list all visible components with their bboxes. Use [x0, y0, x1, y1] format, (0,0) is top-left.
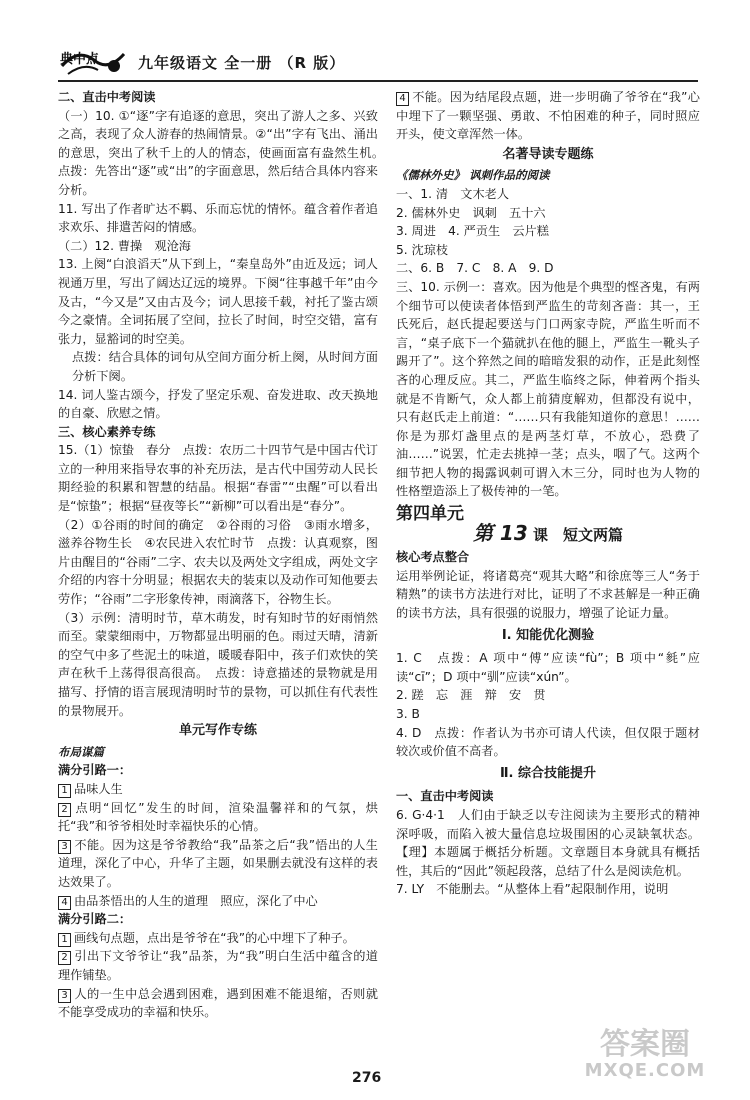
brand-logo [58, 46, 128, 78]
right-column-line [396, 505, 700, 524]
line-text: 品味人生 [74, 781, 123, 796]
lesson-number: 第 13 [472, 520, 528, 545]
line-text: （二）12. 曹操 观沧海 [58, 238, 191, 253]
left-column-line [58, 836, 378, 892]
right-column-line [396, 185, 700, 204]
right-column-line [396, 166, 700, 185]
line-text: 三、10. 示例一：喜欢。因为他是个典型的悭吝鬼，有两个细节可以使读者体悟到严监生的苛刻吝啬：其一，王氏死后，赵氏提起要送与门口两家寺院，严监生听而不言，“桌子底下一个猫就扒在他的腿上，严监生一靴头子踢开了”。这个猝然之间的暗暗发狠的动作，正是此刻悭吝的心理反应。其二，严监生临终之际，伸着两个指头就是不肯断气，众人都上前猜度解劝，但都没有说中，只有赵氏走上前道：“……只有我能知道你的意思！……你是为那灯盏里点的是两茎灯草，不放心，恐费了油……”说罢，忙走去挑掉一茎；点头，咽了气。这两个细节把人物的揭露讽刺可谓入木三分，同时也为人物的性格塑造添上了极传神的一笔。 [396, 279, 700, 499]
right-column-line [396, 880, 700, 899]
right-column-line [396, 146, 700, 165]
left-column-line [58, 910, 378, 929]
left-column-line [58, 761, 378, 780]
left-column-line [58, 780, 378, 799]
page-number: 276 [352, 1070, 382, 1086]
right-column-line [396, 765, 700, 784]
header-rule [58, 80, 698, 82]
left-column-line [58, 348, 378, 385]
line-text: Ⅰ. 知能优化测验 [501, 627, 595, 643]
page-header [58, 46, 698, 82]
item-number-box: 2 [58, 951, 71, 965]
line-text: 核心考点整合 [396, 550, 470, 565]
line-text: 3. 周进 4. 严贡生 云片糕 [396, 224, 549, 239]
watermark-url: MXQE.COM [584, 1060, 706, 1081]
line-text: 人的一生中总会遇到困难，遇到困难不能退缩，否则就不能享受成功的幸福和快乐。 [58, 986, 378, 1020]
right-column-line [396, 686, 700, 705]
line-text: 2. 蹉 忘 涯 辩 安 贯 [396, 688, 546, 703]
right-column-line [396, 548, 700, 567]
right-column-line [396, 649, 700, 686]
line-text: 不能。因为结尾段点题，进一步明确了爷爷在“我”心中埋下了一颗坚强、勇敢、不怕困难的种子，同时照应开头，使文章浑然一体。 [396, 90, 700, 142]
line-text: （一）10. ①“逐”字有追逐的意思，突出了游人之多、兴致之高，表现了众人游春的热闹情景。②“出”字有飞出、涌出的意思，突出了秋千上的人的情态，使画面富有盎然生机。 点拨：先答出“逐”或“出”的字面意思，然后结合具体内容来分析。 [58, 108, 391, 197]
left-column-line [58, 237, 378, 256]
left-column-line [58, 441, 378, 515]
right-column-line [396, 806, 700, 880]
book-title: 九年级语文 全一册 （R 版） [138, 54, 346, 72]
line-text: 点明“回忆”发生的时间，渲染温馨祥和的气氛，烘托“我”和爷爷相处时幸福快乐的心情。 [58, 800, 378, 834]
watermark-logo: 答案圈 [600, 1027, 690, 1062]
right-column-line [396, 567, 700, 623]
line-text: 满分引路二： [58, 912, 132, 927]
left-column-line [58, 929, 378, 948]
answer-column-right [396, 88, 700, 899]
left-column-line [58, 386, 378, 423]
line-text: 名著导读专题练 [502, 146, 594, 162]
line-text: 课 短文两篇 [533, 525, 624, 544]
left-column-line [58, 200, 378, 237]
right-column-line [396, 222, 700, 241]
right-column-line [396, 705, 700, 724]
right-column-line [396, 204, 700, 223]
answer-column-left [58, 88, 391, 1022]
item-number-box: 4 [58, 896, 71, 910]
right-column-line [396, 259, 700, 278]
right-column-line [396, 627, 700, 646]
line-text: 运用举例论证，将诸葛亮“观其大略”和徐庶等三人“务于精熟”的读书方法进行对比，证明了不求甚解是一种正确的读书方法，具有很强的说服力，增强了论证力量。 [396, 568, 700, 621]
line-text: 7. LY 不能删去。“从整体上看”起限制作用，说明 [396, 882, 669, 897]
item-number-box: 3 [58, 840, 71, 854]
line-text: 11. 写出了作者旷达不羁、乐而忘忧的情怀。蕴含着作者追求欢乐、排遣苦闷的情感。 [58, 201, 378, 235]
line-text: 二、直击中考阅读 [58, 90, 156, 104]
line-text: 4. D 点拨：作者认为书亦可请人代读，但仅限于题材较次或价值不高者。 [396, 725, 700, 759]
left-column-line [58, 516, 378, 609]
line-text: 《儒林外史》 讽刺作品的阅读 [396, 168, 550, 183]
left-column-line [58, 88, 378, 107]
line-text: 点拨：结合具体的词句从空间方面分析上阕，从时间方面分析下阕。 [72, 350, 378, 383]
right-column-line [396, 241, 700, 260]
line-text: 二、6. B 7. C 8. A 9. D [396, 261, 554, 276]
line-text: 布局谋篇 [58, 744, 104, 759]
line-text: 由品茶悟出的人生的道理 照应，深化了中心 [74, 893, 318, 908]
line-text: 第四单元 [396, 504, 464, 525]
right-column-line [396, 278, 700, 501]
left-column-line [58, 255, 378, 348]
watermark [560, 1027, 730, 1092]
line-text: 2. 儒林外史 讽刺 五十六 [396, 205, 546, 220]
line-text: 单元写作专练 [178, 723, 257, 739]
right-column-line [396, 520, 700, 545]
line-text: 画线句点题，点出是爷爷在“我”的心中埋下了种子。 [74, 930, 355, 945]
line-text: 三、核心素养专练 [58, 424, 156, 439]
left-column-line [58, 743, 378, 762]
line-text: 满分引路一： [58, 763, 132, 778]
line-text: 一、1. 清 文木老人 [396, 186, 510, 201]
right-column-line [396, 787, 700, 806]
line-text: 15.（1）惊蛰 春分 点拨：农历二十四节气是中国古代订立的一种用来指导农事的补充历法，是古代中国劳动人民长期经验的积累和智慧的结晶。根据“春雷”“虫醒”可以看出是“惊蛰”；根据“昼夜等长”“新柳”可以看出是“春分”。 [58, 443, 378, 514]
left-column-line [58, 722, 378, 741]
left-column-line [58, 985, 378, 1022]
item-number-box: 4 [396, 92, 409, 106]
right-column-line [396, 88, 700, 144]
line-text: （2）①谷雨的时间的确定 ②谷雨的习俗 ③雨水增多，滋养谷物生长 ④农民进入农忙时节 点拨：认真观察，图片由醒目的“谷雨”二字、农夫以及两处文字组成，两处文字介绍的内容十分明显；根据农夫的装束以及动作可知他要去劳作；“谷雨”二字形象传神，雨滴落下，谷物生长。 [58, 517, 378, 607]
left-column-line [58, 423, 378, 442]
left-column-line [58, 947, 378, 984]
left-column-line [58, 107, 391, 200]
line-text: 不能。因为这是爷爷教给“我”品茶之后“我”悟出的人生道理，深化了中心，升华了主题，如果删去就没有这样的表达效果了。 [58, 837, 378, 889]
line-text: 1. C 点拨：A 项中“傅”应读“fù”；B 项中“毵”应读“cī”；D 项中“驯”应读“xún”。 [396, 651, 700, 684]
item-number-box: 3 [58, 989, 71, 1003]
line-text: 3. B [396, 707, 420, 721]
left-column-line [58, 892, 378, 911]
line-text: 引出下文爷爷让“我”品茶，为“我”明白生活中蕴含的道理作铺垫。 [58, 949, 378, 982]
line-text: 一、直击中考阅读 [396, 789, 494, 804]
item-number-box: 1 [58, 933, 71, 947]
item-number-box: 2 [58, 803, 71, 817]
line-text: 6. G·4·1 人们由于缺乏以专注阅读为主要形式的精神深呼吸，而陷入被大量信息垃圾围困的心灵缺氧状态。【理】本题属于概括分析题。文章题目本身就具有概括性，其后的“因此”领起段落，总结了什么是阅读危机。 [396, 807, 700, 878]
line-text: 13. 上阕“白浪滔天”从下到上，“秦皇岛外”由近及远；词人视通万里，写出了阔达辽远的境界。下阕“往事越千年”由今及古，“今又是”又由古及今；词人思接千载，衬托了鉴古颂今之豪情。全词拓展了空间，拉长了时间，时空交错，富有张力，显豁词的时空美。 [58, 257, 378, 346]
line-text: Ⅱ. 综合技能提升 [499, 765, 597, 781]
left-column-line [58, 799, 378, 836]
line-text: 14. 词人鉴古颂今，抒发了坚定乐观、奋发进取、改天换地的自豪、欣慰之情。 [58, 387, 378, 421]
right-column-line [396, 724, 700, 761]
left-column-line [58, 609, 378, 721]
svg-text:典中点: 典中点 [60, 52, 100, 67]
line-text: （3）示例：清明时节，草木萌发，时有知时节的好雨悄然而至。蒙蒙细雨中，万物都显出明丽的色。雨过天晴，清新的空气中多了些泥土的味道，暖暖春阳中，孩子们欢快的笑声在秋千上荡得很高很高。 点拨：诗意描述的景物就是用描写、抒情的语言展现清明时节的景物，可以抓住有代表性的景物展开。 [58, 610, 378, 718]
item-number-box: 1 [58, 784, 71, 798]
line-text: 5. 沈琼枝 [396, 242, 449, 257]
